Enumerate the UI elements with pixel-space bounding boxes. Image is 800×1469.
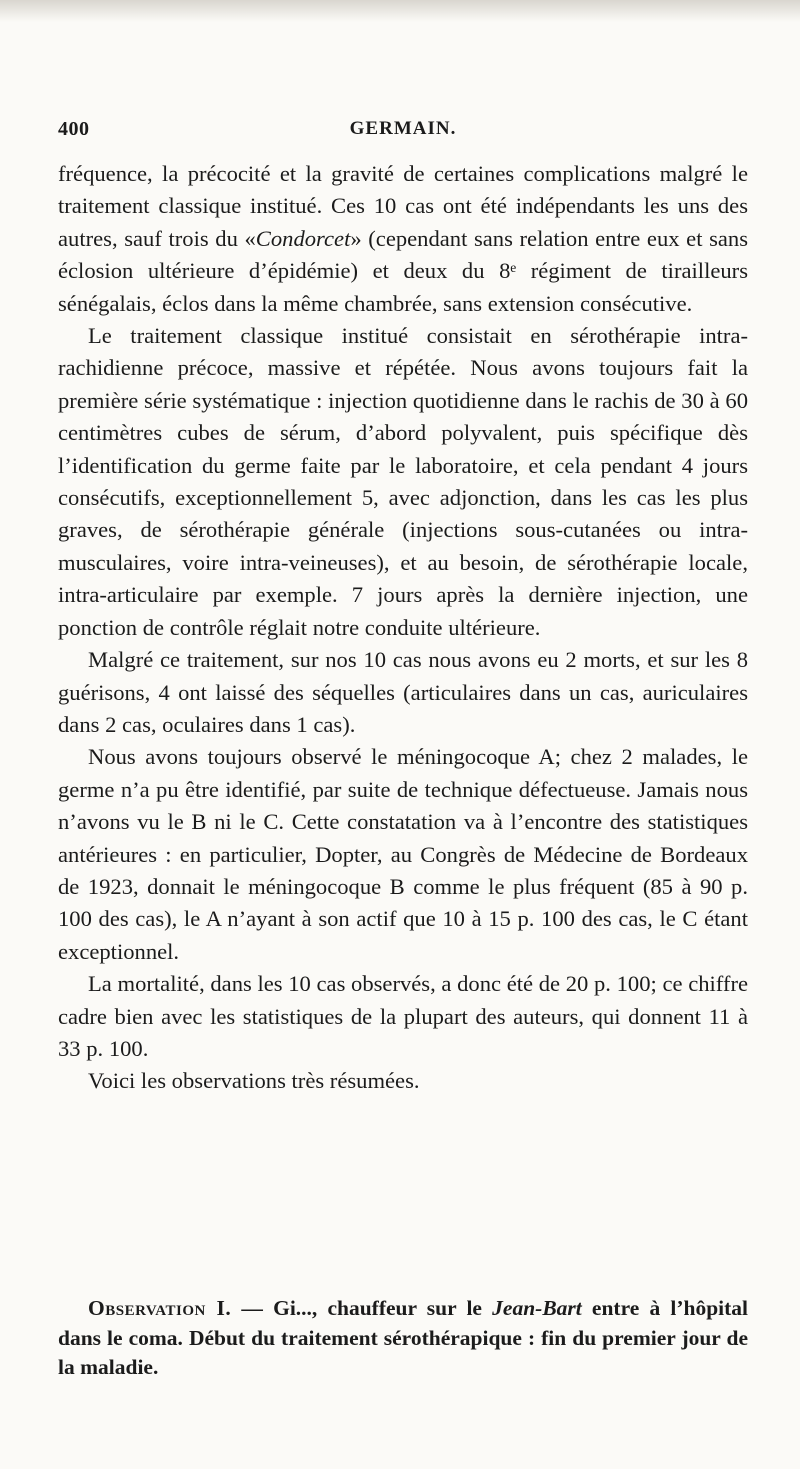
- paragraph-1-start: fréquence, la précocité et la gravité de certaines complications malgré le traitement classique institué. Ces 10 cas ont été indépendants les uns des autres, sauf trois du «: [58, 161, 748, 251]
- observation-1: [58, 1294, 748, 1383]
- ship-name-condorcet: Condorcet: [255, 225, 351, 251]
- observation-text-end: entre à l’hôpital dans le coma. Début du traitement sérothérapique : fin du premier jour de la maladie.: [58, 1296, 749, 1379]
- scan-edge-shadow: [0, 0, 800, 22]
- paragraph-1-end: » (cependant sans relation entre eux et sans éclosion ultérieure d’épidémie) et deux du 8ᵉ régiment de tirailleurs sénégalais, éclos dans la même chambrée, sans extension consécutive.: [58, 225, 749, 316]
- observation-label: Observation I.: [88, 1296, 232, 1320]
- observation-text-start: — Gi..., chauffeur sur le: [231, 1296, 493, 1320]
- ship-name-jean-bart: Jean-Bart: [492, 1296, 582, 1320]
- paragraph-6: Voici les observations très résumées.: [88, 1068, 420, 1094]
- page-number: 400: [58, 118, 90, 140]
- paragraph-3: Malgré ce traitement, sur nos 10 cas nous avons eu 2 morts, et sur les 8 guérisons, 4 ont laissé des séquelles (articulaires dans un cas, auriculaires dans 2 cas, oculaires dans 1 cas).: [58, 647, 748, 737]
- paragraph-2: Le traitement classique institué consistait en sérothérapie intra-rachidienne précoce, massive et répétée. Nous avons toujours fait la première série systématique : injection quotidienne dans le rachis de 30 à 60 centimètres cubes de sérum, d’abord polyvalent, puis spécifique dès l’identification du germe faite par le laboratoire, et cela pendant 4 jours consécutifs, exceptionnellement 5, avec adjonction, dans les cas les plus graves, de sérothérapie générale (injections sous-cutanées ou intra-musculaires, voire intra-veineuses), et au besoin, de sérothérapie locale, intra-articulaire par exemple. 7 jours après la dernière injection, une ponction de contrôle réglait notre conduite ultérieure.: [58, 323, 748, 640]
- body-text: [58, 158, 748, 1098]
- running-head: GERMAIN.: [349, 118, 457, 139]
- page-header: [58, 118, 748, 148]
- paragraph-5: La mortalité, dans les 10 cas observés, a donc été de 20 p. 100; ce chiffre cadre bien avec les statistiques de la plupart des auteurs, qui donnent 11 à 33 p. 100.: [58, 971, 748, 1061]
- paragraph-1: [58, 158, 748, 320]
- paragraph-4: Nous avons toujours observé le méningocoque A; chez 2 malades, le germe n’a pu être identifié, par suite de technique défectueuse. Jamais nous n’avons vu le B ni le C. Cette constatation va à l’encontre des statistiques antérieures : en particulier, Dopter, au Congrès de Médecine de Bordeaux de 1923, donnait le méningocoque B comme le plus fréquent (85 à 90 p. 100 des cas), le A n’ayant à son actif que 10 à 15 p. 100 des cas, le C étant exceptionnel.: [58, 744, 748, 964]
